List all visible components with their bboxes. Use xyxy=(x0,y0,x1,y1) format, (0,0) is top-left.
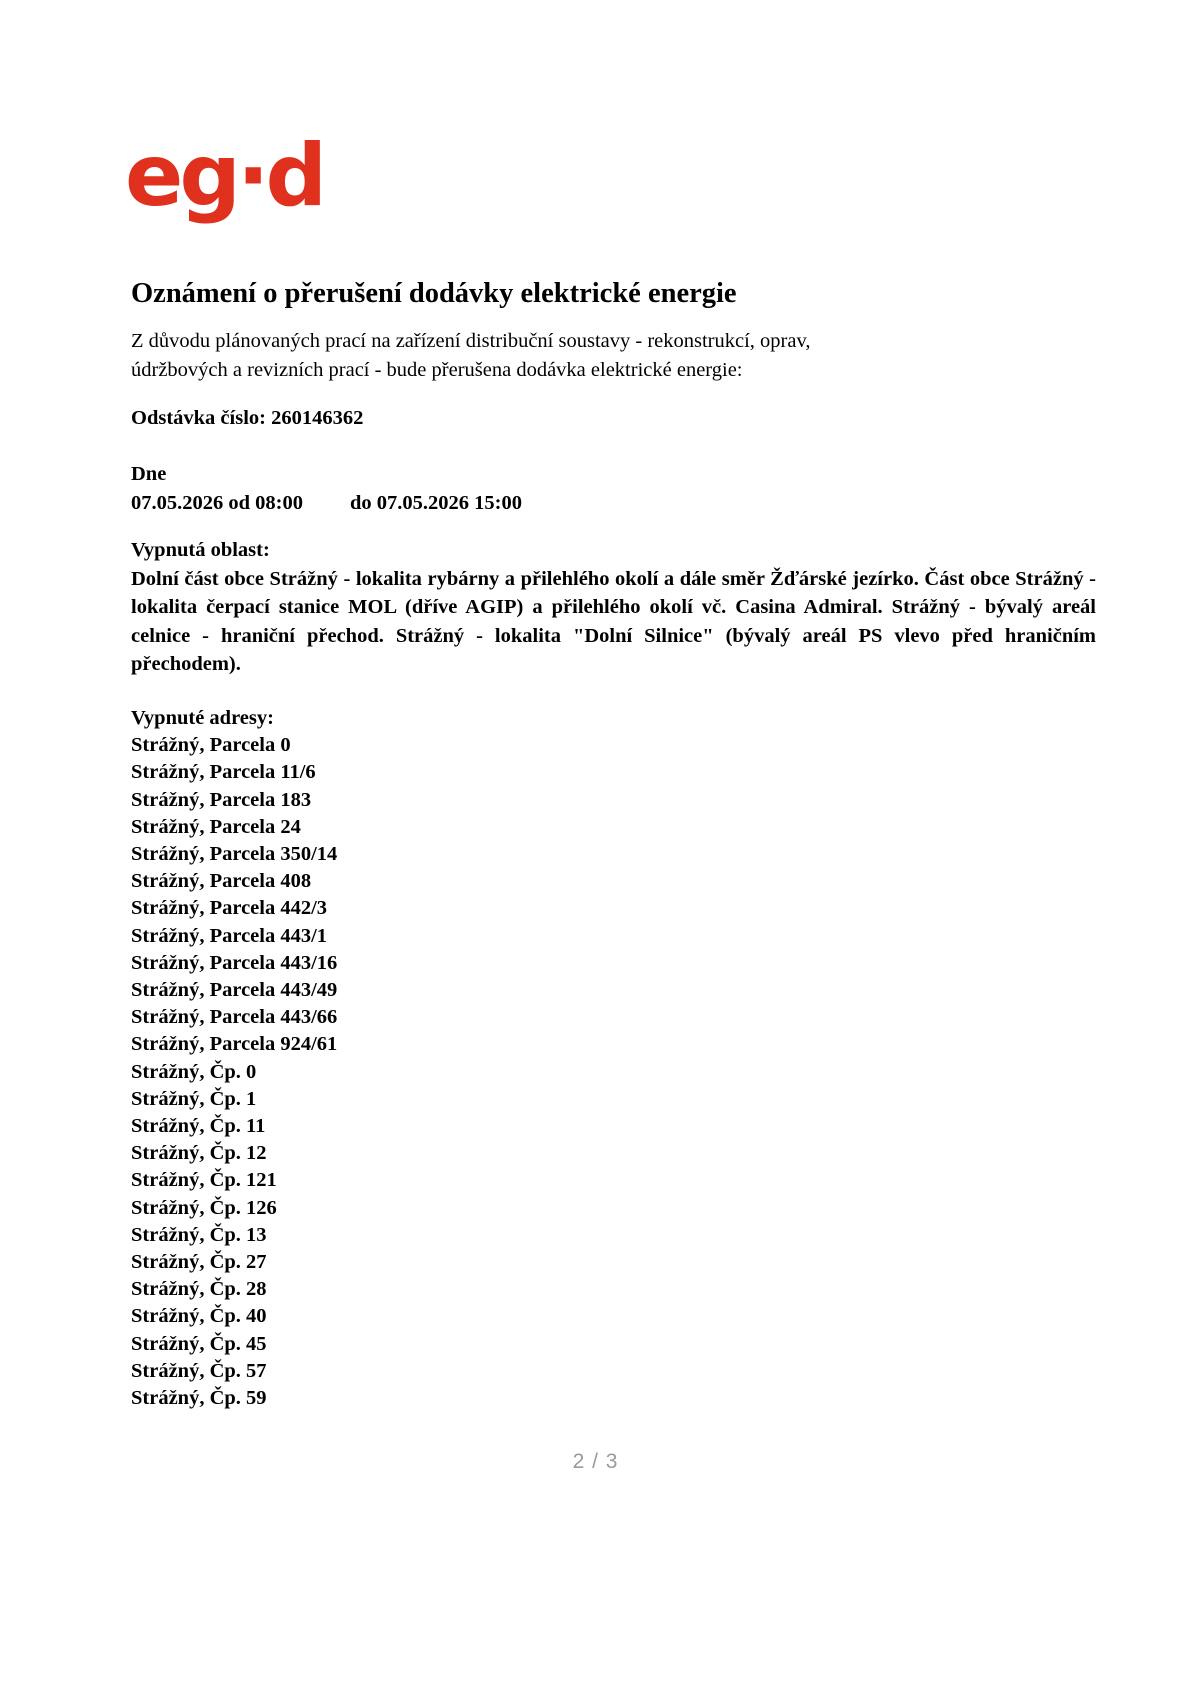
affected-addresses-block xyxy=(131,705,337,1412)
affected-area-label: Vypnutá oblast: xyxy=(131,539,270,561)
intro-line-1: Z důvodu plánovaných prací na zařízení distribuční soustavy - rekonstrukcí, oprav, xyxy=(131,330,811,352)
address-item: Strážný, Parcela 443/16 xyxy=(131,951,338,974)
address-item: Strážný, Čp. 59 xyxy=(131,1387,267,1410)
affected-area-text: Dolní část obce Strážný - lokalita rybárny a přilehlého okolí a dále směr Žďárské jezírko. Část obce Strážný - lokalita čerpací stanice MOL (dříve AGIP) a přilehlého okolí vč. Casina Admiral. Strážný - bývalý areál celnice - hraniční přechod. Strážný - lokalita "Dolní Silnice" (bývalý areál PS vlevo před hraničním přechodem). xyxy=(131,567,1096,675)
address-item: Strážný, Čp. 11 xyxy=(131,1115,266,1138)
address-item: Strážný, Čp. 126 xyxy=(131,1196,277,1219)
address-item: Strážný, Parcela 924/61 xyxy=(131,1033,338,1056)
page-footer xyxy=(0,1450,1191,1474)
affected-area-block xyxy=(131,536,1096,679)
address-item: Strážný, Čp. 40 xyxy=(131,1305,267,1328)
affected-addresses-label: Vypnuté adresy: xyxy=(131,707,274,729)
affected-addresses-list xyxy=(131,732,337,1412)
address-item: Strážný, Parcela 442/3 xyxy=(131,897,328,920)
egd-logo xyxy=(125,126,324,226)
schedule-row xyxy=(131,489,522,518)
address-item: Strážný, Čp. 57 xyxy=(131,1359,267,1382)
address-item: Strážný, Čp. 13 xyxy=(131,1223,267,1246)
page-indicator: 2 / 3 xyxy=(572,1450,619,1473)
address-item: Strážný, Parcela 24 xyxy=(131,815,301,838)
address-item: Strážný, Čp. 28 xyxy=(131,1278,267,1301)
schedule-from: 07.05.2026 od 08:00 xyxy=(131,491,303,514)
address-item: Strážný, Parcela 11/6 xyxy=(131,761,316,784)
schedule-to: do 07.05.2026 15:00 xyxy=(349,491,522,514)
address-item: Strážný, Parcela 408 xyxy=(131,870,312,893)
address-item: Strážný, Parcela 443/1 xyxy=(131,924,328,947)
address-item: Strážný, Parcela 350/14 xyxy=(131,843,338,866)
outage-number: Odstávka číslo: 260146362 xyxy=(131,407,364,429)
intro-line-2: údržbových a revizních prací - bude přerušena dodávka elektrické energie: xyxy=(131,358,743,381)
address-item: Strážný, Parcela 183 xyxy=(131,788,312,811)
address-item: Strážný, Parcela 0 xyxy=(131,734,291,757)
page-title: Oznámení o přerušení dodávky elektrické energie xyxy=(131,278,737,310)
address-item: Strážný, Čp. 27 xyxy=(131,1251,267,1274)
address-item: Strážný, Čp. 12 xyxy=(131,1142,267,1165)
address-item: Strážný, Parcela 443/66 xyxy=(131,1006,338,1029)
address-item: Strážný, Čp. 1 xyxy=(131,1087,257,1110)
schedule-block xyxy=(131,460,522,517)
address-item: Strážný, Čp. 45 xyxy=(131,1332,267,1355)
address-item: Strážný, Čp. 0 xyxy=(131,1060,257,1083)
schedule-label: Dne xyxy=(131,463,167,485)
address-item: Strážný, Čp. 121 xyxy=(131,1169,277,1192)
address-item: Strážný, Parcela 443/49 xyxy=(131,979,338,1002)
egd-logo-text: eg·d xyxy=(125,126,324,226)
intro-paragraph xyxy=(131,327,931,384)
